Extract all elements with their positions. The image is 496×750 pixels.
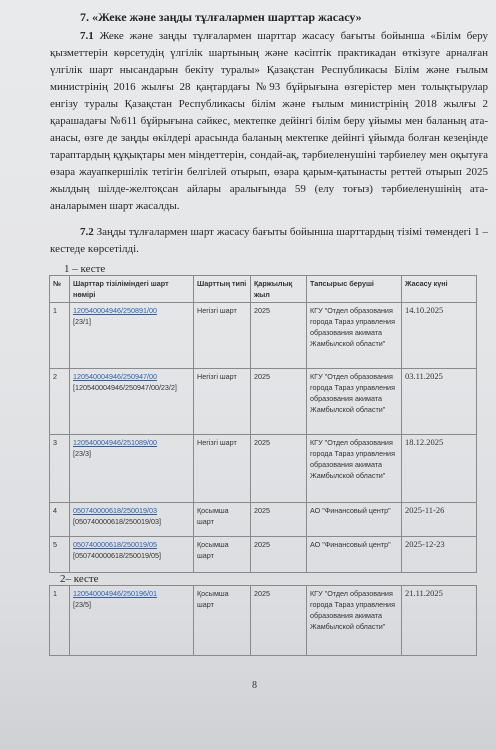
customer: АО "Финансовый центр" <box>307 503 402 537</box>
contract-date: 18.12.2025 <box>402 435 477 503</box>
table-row <box>50 537 477 573</box>
contract-number-cell <box>70 435 194 503</box>
contract-number-cell <box>70 537 194 573</box>
contract-type: Қосымша шарт <box>194 537 251 573</box>
table1-caption: 1 – кесте <box>64 263 106 275</box>
contract-type: Негізгі шарт <box>194 435 251 503</box>
column-header-contract-type: Шарттың типі <box>194 276 251 303</box>
paragraph-text: Жеке және заңды тұлғалармен шарттар жасасу бағыты бойынша «Білім беру қызметтерін көрсетудің үлгілік шартының және кәсіптік практикадан өткізуге арналған үлгілік шарт нысандарын бекіту туралы» Қазақстан Республикасы Білім және ғылым министрінің 2016 жылғы 28 қаңтардағы №93 бұйрығына өзгерістер мен толықтырулар енгізу туралы Қазақстан Республикасы білім және ғылым министрінің 2018 жылғы 2 қарашадағы №611 бұйрығына сәйкес, мектепке дейінгі білім беру ұйымы мен баланың ата-анасы, өзге де заңды өкілдері арасында баланың мектепке дейінгі ұйымда болған кезеңінде тараптардың құқықтары мен міндеттерін, сондай-ақ, тәрбиеленушіні тәрбиелеу мен оқытуға өзара жауапкершілік тетігін белгілей отырып, өзара қарым-қатынасты реттей отырып 2025 жылдың шілде-желтоқсан айлары аралығында 59 (елу тоғыз) тәрбиеленушінің ата-аналарымен шарт жасалды. <box>50 30 488 212</box>
contract-sub-number: [120540004946/250947/00/23/2] <box>73 383 177 392</box>
contracts-table-1 <box>49 275 477 573</box>
fiscal-year: 2025 <box>251 537 307 573</box>
contract-type: Негізгі шарт <box>194 369 251 435</box>
row-number: 1 <box>50 586 70 656</box>
paragraph-7-1 <box>50 28 488 215</box>
customer: КГУ "Отдел образования города Тараз управления образования акимата Жамбылской области" <box>307 303 402 369</box>
paragraph-7-2 <box>50 224 488 258</box>
fiscal-year: 2025 <box>251 435 307 503</box>
contract-number-cell <box>70 586 194 656</box>
contract-sub-number: [050740000618/250019/03] <box>73 517 161 526</box>
table-row <box>50 435 477 503</box>
contract-link[interactable]: 120540004946/250196/01 <box>73 589 157 598</box>
column-header-number: № <box>50 276 70 303</box>
page-number: 8 <box>252 680 257 691</box>
contract-number-cell <box>70 369 194 435</box>
contract-number-cell <box>70 303 194 369</box>
customer: КГУ "Отдел образования города Тараз управления образования акимата Жамбылской области" <box>307 435 402 503</box>
column-header-customer: Тапсырыс беруші <box>307 276 402 303</box>
contract-number-cell <box>70 503 194 537</box>
paragraph-text: Заңды тұлғалармен шарт жасасу бағыты бойынша шарттардың тізімі төмендегі 1 – кестеде көрсетілді. <box>50 226 488 255</box>
contract-link[interactable]: 120540004946/250947/00 <box>73 372 157 381</box>
fiscal-year: 2025 <box>251 369 307 435</box>
customer: КГУ "Отдел образования города Тараз управления образования акимата Жамбылской области" <box>307 369 402 435</box>
table2-caption: 2– кесте <box>60 573 99 585</box>
contract-link[interactable]: 050740000618/250019/05 <box>73 540 157 549</box>
contract-date: 2025-11-26 <box>402 503 477 537</box>
row-number: 5 <box>50 537 70 573</box>
row-number: 1 <box>50 303 70 369</box>
table-row <box>50 503 477 537</box>
table-row <box>50 369 477 435</box>
column-header-date: Жасасу күні <box>402 276 477 303</box>
contract-type: Негізгі шарт <box>194 303 251 369</box>
section-heading: 7. «Жеке және заңды тұлғалармен шарттар жасасу» <box>80 10 362 24</box>
column-header-fiscal-year: Қаржылық жыл <box>251 276 307 303</box>
row-number: 2 <box>50 369 70 435</box>
customer: АО "Финансовый центр" <box>307 537 402 573</box>
paragraph-number: 7.1 <box>80 30 94 42</box>
contract-date: 2025-12-23 <box>402 537 477 573</box>
contract-date: 21.11.2025 <box>402 586 477 656</box>
contract-date: 14.10.2025 <box>402 303 477 369</box>
contract-sub-number: [23/5] <box>73 600 91 609</box>
row-number: 4 <box>50 503 70 537</box>
fiscal-year: 2025 <box>251 303 307 369</box>
contract-type: Қосымша шарт <box>194 503 251 537</box>
contract-link[interactable]: 120540004946/250891/00 <box>73 306 157 315</box>
contract-link[interactable]: 050740000618/250019/03 <box>73 506 157 515</box>
contract-sub-number: [23/1] <box>73 317 91 326</box>
table-row <box>50 303 477 369</box>
contract-link[interactable]: 120540004946/251089/00 <box>73 438 157 447</box>
contract-type: Қосымша шарт <box>194 586 251 656</box>
fiscal-year: 2025 <box>251 586 307 656</box>
contracts-table-2 <box>49 585 477 656</box>
column-header-contract-number: Шарттар тізіліміндегі шарт нөмірі <box>70 276 194 303</box>
row-number: 3 <box>50 435 70 503</box>
contract-sub-number: [050740000618/250019/05] <box>73 551 161 560</box>
customer: КГУ "Отдел образования города Тараз управления образования акимата Жамбылской области" <box>307 586 402 656</box>
table-row <box>50 586 477 656</box>
contract-sub-number: [23/3] <box>73 449 91 458</box>
paragraph-number: 7.2 <box>80 226 94 238</box>
contract-date: 03.11.2025 <box>402 369 477 435</box>
table-header-row <box>50 276 477 303</box>
fiscal-year: 2025 <box>251 503 307 537</box>
